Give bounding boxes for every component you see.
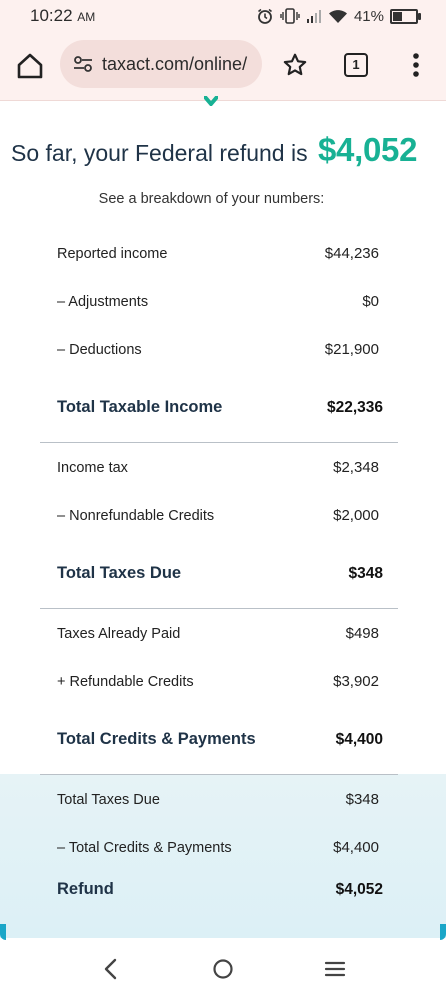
back-icon[interactable] xyxy=(101,958,121,980)
signal-icon xyxy=(306,8,322,24)
status-icons xyxy=(256,5,418,27)
recents-icon[interactable] xyxy=(324,960,346,978)
url-text: taxact.com/online/ xyxy=(102,53,248,74)
alarm-icon xyxy=(256,7,274,25)
section-divider xyxy=(40,442,398,443)
total-taxable-income-value: $22,336 xyxy=(326,399,383,416)
battery-icon xyxy=(390,9,418,24)
status-time-value: 10:22 xyxy=(30,6,73,25)
row-value-income-tax: $2,348 xyxy=(333,459,379,476)
row-label-summary-taxes-due: Total Taxes Due xyxy=(57,792,160,808)
total-taxable-income-label: Total Taxable Income xyxy=(57,398,223,416)
row-value-summary-taxes-due: $348 xyxy=(345,791,379,808)
vibrate-icon xyxy=(280,8,300,24)
battery-fill xyxy=(393,12,402,21)
section-divider xyxy=(40,608,398,609)
row-label-taxes-already-paid: Taxes Already Paid xyxy=(57,626,181,642)
total-credits-payments-value: $4,400 xyxy=(335,731,383,748)
row-label-income-tax: Income tax xyxy=(57,460,128,476)
status-time xyxy=(30,6,95,26)
row-value-adjustments: $0 xyxy=(362,293,379,310)
progress-indicator-icon xyxy=(204,96,218,106)
row-label-summary-credits-payments: – Total Credits & Payments xyxy=(57,840,232,856)
total-taxes-due-label: Total Taxes Due xyxy=(57,564,182,582)
status-time-ampm: AM xyxy=(77,10,96,24)
refund-value: $4,052 xyxy=(335,881,383,898)
wifi-icon xyxy=(328,8,348,24)
battery-percent: 41% xyxy=(353,7,384,25)
url-bar[interactable] xyxy=(60,40,262,88)
summary-edge-accent xyxy=(0,924,6,940)
total-taxes-due-value: $348 xyxy=(348,565,383,582)
tune-icon[interactable] xyxy=(72,53,94,75)
home-icon[interactable] xyxy=(14,50,46,82)
row-label-deductions: – Deductions xyxy=(57,342,142,358)
refund-headline-text: So far, your Federal refund is xyxy=(11,140,308,166)
row-value-summary-credits-payments: $4,400 xyxy=(333,839,379,856)
refund-amount: $4,052 xyxy=(318,131,418,168)
row-value-deductions: $21,900 xyxy=(324,341,379,358)
row-label-refundable-credits: + Refundable Credits xyxy=(57,674,194,690)
breakdown-subheading: See a breakdown of your numbers: xyxy=(98,191,325,207)
total-credits-payments-label: Total Credits & Payments xyxy=(57,730,256,748)
row-value-refundable-credits: $3,902 xyxy=(333,673,379,690)
tabs-icon[interactable]: 1 xyxy=(344,53,368,77)
circle-home-icon[interactable] xyxy=(212,958,234,980)
more-vert-icon[interactable] xyxy=(404,50,428,80)
refund-label: Refund xyxy=(57,880,114,898)
row-label-adjustments: – Adjustments xyxy=(57,294,149,310)
row-value-reported-income: $44,236 xyxy=(324,245,379,262)
row-label-reported-income: Reported income xyxy=(57,246,168,262)
refund-headline xyxy=(11,131,441,169)
row-label-nonrefundable-credits: – Nonrefundable Credits xyxy=(57,508,215,524)
section-divider xyxy=(40,774,398,775)
row-value-nonrefundable-credits: $2,000 xyxy=(333,507,379,524)
row-value-taxes-already-paid: $498 xyxy=(345,625,379,642)
star-icon[interactable] xyxy=(282,52,308,78)
